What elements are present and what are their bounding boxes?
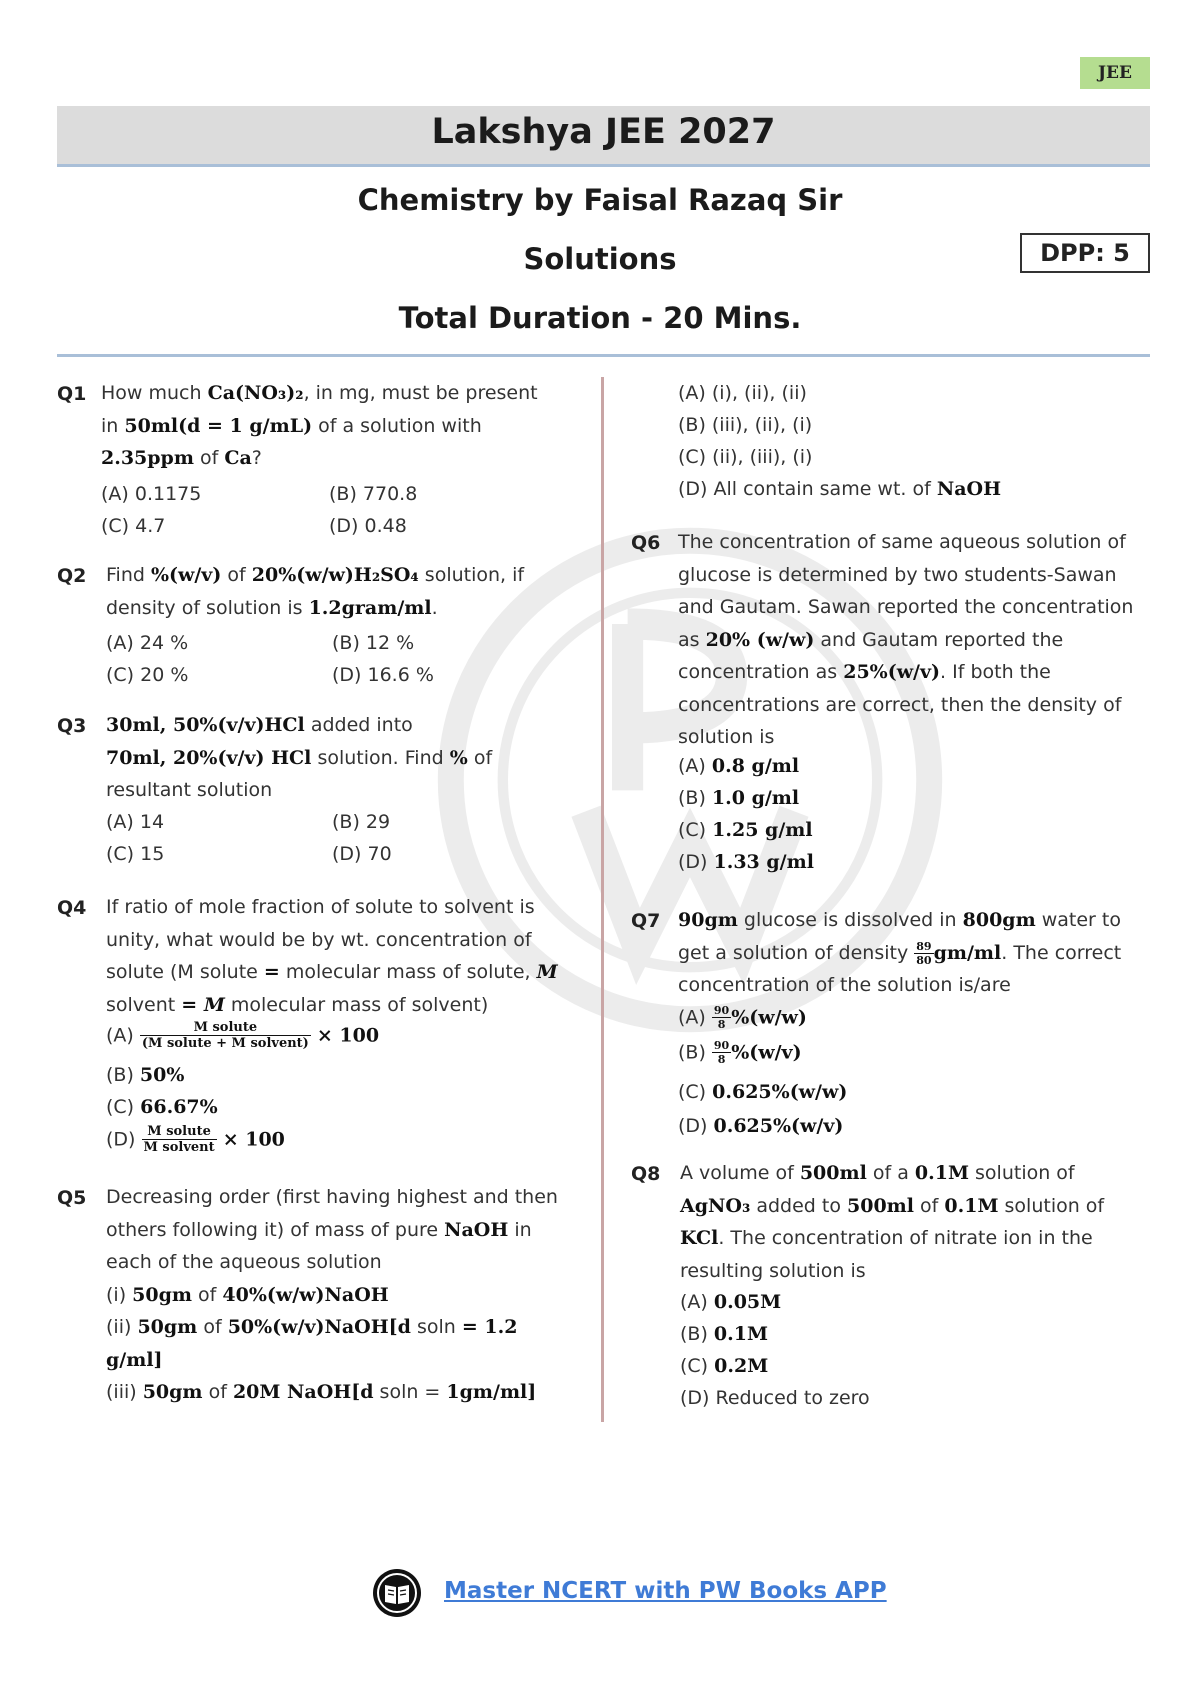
text: resultant solution	[106, 779, 273, 801]
option-label: (C)	[106, 1096, 141, 1118]
option-d[interactable]	[678, 478, 1001, 500]
denominator: M solvent	[143, 1140, 215, 1155]
math: 0.1M	[914, 1162, 969, 1184]
math: × 100	[222, 1128, 285, 1151]
math: 25%(w/v)	[843, 661, 941, 683]
option-c[interactable]: (C) 15	[106, 843, 165, 865]
question-number: Q2	[57, 565, 87, 587]
text: resulting solution is	[680, 1259, 866, 1282]
math: AgNO₃	[680, 1194, 751, 1217]
math: 50%	[139, 1064, 185, 1086]
text: each of the aqueous solution	[106, 1251, 382, 1273]
text: of	[193, 447, 225, 469]
math: Ca(NO₃)₂	[207, 382, 304, 404]
math: %(w/v)	[731, 1041, 802, 1064]
text: density of solution is	[106, 596, 309, 619]
text: ?	[251, 447, 262, 469]
option-d[interactable]: (D) 16.6 %	[332, 664, 434, 686]
math: 50gm	[142, 1381, 203, 1403]
option-b[interactable]	[678, 1040, 802, 1065]
option-c[interactable]	[678, 819, 813, 841]
math: 20%(w/w)H₂SO₄	[251, 564, 419, 586]
question-text	[106, 891, 558, 1021]
option-b[interactable]	[678, 787, 799, 809]
text: solute (M solute	[106, 961, 264, 983]
option-b[interactable]	[106, 1064, 184, 1086]
denominator: 8	[717, 1053, 726, 1066]
option-d[interactable]	[678, 851, 814, 873]
math: NaOH	[936, 478, 1002, 500]
option-b[interactable]: (B) 12 %	[332, 632, 415, 654]
text: (i)	[106, 1283, 133, 1306]
text: How much	[101, 382, 208, 404]
option-d[interactable]: (D) Reduced to zero	[680, 1387, 870, 1409]
option-a[interactable]	[680, 1291, 781, 1313]
option-c[interactable]: (C) 4.7	[101, 515, 166, 537]
math: M	[536, 961, 558, 983]
text: get a solution of density	[678, 941, 915, 964]
math: NaOH	[444, 1218, 509, 1241]
question-number: Q3	[57, 715, 87, 737]
math: 0.2M	[714, 1355, 769, 1377]
math: 0.625%(w/w)	[712, 1081, 848, 1103]
pw-books-app-link[interactable]: Master NCERT with PW Books APP	[444, 1578, 887, 1604]
numerator: 89	[916, 939, 932, 953]
fraction	[712, 1040, 731, 1065]
text: solution. Find	[311, 746, 450, 769]
numerator: 90	[713, 1004, 730, 1017]
option-d[interactable]	[106, 1125, 285, 1154]
text: molecular mass of solute,	[279, 961, 537, 983]
topic-title: Solutions	[523, 242, 677, 276]
numerator: M solute	[142, 1125, 217, 1140]
option-a[interactable]: (A) (i), (ii), (ii)	[678, 382, 807, 404]
text: solution of	[998, 1194, 1105, 1217]
text: solution is	[678, 726, 775, 748]
text: added to	[750, 1194, 847, 1217]
math: × 100	[316, 1024, 380, 1047]
option-c[interactable]	[680, 1355, 768, 1377]
math: 50gm	[137, 1316, 198, 1338]
question-number: Q5	[57, 1187, 87, 1209]
option-label: (C)	[678, 1081, 713, 1103]
math: 500ml	[799, 1162, 867, 1184]
text: of a solution with	[312, 414, 482, 437]
math: 90gm	[678, 909, 738, 931]
numerator: M solute	[140, 1021, 311, 1036]
math: 70ml, 20%(v/v) HCl	[106, 746, 312, 769]
math: 0.1M	[944, 1194, 999, 1217]
text: (D) All contain same wt. of	[678, 478, 937, 500]
option-a[interactable]	[678, 1005, 807, 1030]
option-c[interactable]	[106, 1096, 218, 1118]
header-rule	[57, 354, 1150, 357]
text: (ii)	[106, 1316, 138, 1338]
option-label: (B)	[678, 787, 712, 809]
math: 1.0 g/ml	[711, 787, 800, 809]
text: .	[431, 596, 438, 619]
option-label: (A)	[106, 1024, 140, 1047]
math: %	[449, 746, 468, 769]
question-number: Q7	[631, 910, 661, 932]
denominator: 8	[717, 1018, 726, 1031]
text: of	[467, 746, 493, 769]
math: %(w/w)	[731, 1006, 807, 1029]
exam-tag: JEE	[1080, 57, 1150, 89]
math: 0.1M	[713, 1323, 768, 1345]
denominator: (M solute + M solvent)	[141, 1036, 309, 1051]
math: 20% (w/w)	[705, 628, 815, 651]
text: of	[192, 1283, 223, 1306]
question-text	[101, 377, 538, 475]
math: 0.625%(w/v)	[713, 1115, 844, 1137]
option-label: (A)	[678, 755, 712, 777]
option-b[interactable]	[680, 1323, 768, 1345]
option-label: (D)	[678, 1115, 714, 1137]
fraction	[712, 1005, 731, 1030]
text: of a	[866, 1162, 915, 1184]
option-b[interactable]: (B) 29	[332, 811, 391, 833]
math: 30ml, 50%(v/v)HCl	[106, 714, 305, 736]
text: glucose is determined by two students-Sawan	[678, 563, 1117, 586]
text: others following it) of mass of pure	[106, 1218, 445, 1241]
text: in	[508, 1218, 532, 1241]
math: = 1.2	[461, 1316, 518, 1338]
option-a[interactable]: (A) 0.1175	[101, 483, 202, 505]
math: 1.25 g/ml	[712, 819, 813, 841]
option-label: (A)	[678, 1006, 712, 1029]
math: 50ml(d = 1 g/mL)	[124, 414, 313, 437]
text: , in mg, must be present	[303, 382, 538, 404]
text: of	[197, 1316, 228, 1338]
text: (iii)	[106, 1381, 143, 1403]
math: g/ml]	[106, 1348, 163, 1371]
text: solvent	[106, 993, 182, 1016]
math: 20M NaOH[d	[232, 1381, 374, 1403]
text: concentration of the solution is/are	[678, 974, 1011, 996]
math: 2.35ppm	[101, 447, 194, 469]
text: glucose is dissolved in	[737, 909, 963, 931]
fraction	[140, 1021, 311, 1050]
text: concentrations are correct, then the density of	[678, 693, 1122, 716]
text: water to	[1035, 909, 1121, 931]
math: 50gm	[132, 1283, 192, 1306]
text: soln	[410, 1316, 462, 1338]
text: and Gautam. Sawan reported the concentration	[678, 596, 1134, 618]
subtitle: Chemistry by Faisal Razaq Sir	[357, 183, 843, 217]
option-label: (B)	[678, 1041, 712, 1064]
option-a[interactable]	[678, 755, 799, 777]
option-label: (C)	[678, 819, 713, 841]
text: added into	[304, 714, 413, 736]
text: The concentration of same aqueous solution of	[678, 531, 1126, 553]
math: 50%(w/v)NaOH[d	[227, 1316, 411, 1338]
title-bar	[57, 106, 1150, 167]
option-c[interactable]	[678, 1081, 847, 1103]
math: =	[263, 961, 280, 983]
math: 500ml	[847, 1194, 914, 1217]
option-c[interactable]: (C) (ii), (iii), (i)	[678, 446, 813, 468]
question-text	[106, 1181, 558, 1409]
question-text	[680, 1157, 1104, 1287]
text: solution, if	[418, 564, 525, 586]
text: Find	[106, 564, 151, 586]
math: M	[197, 993, 225, 1016]
option-b[interactable]: (B) 770.8	[329, 483, 418, 505]
option-c[interactable]: (C) 20 %	[106, 664, 189, 686]
math: 0.05M	[713, 1291, 782, 1313]
math: 66.67%	[140, 1096, 218, 1118]
numerator: 90	[713, 1039, 730, 1052]
text: of	[913, 1194, 945, 1217]
question-number: Q6	[631, 532, 661, 554]
option-label: (D)	[678, 851, 714, 873]
option-label: (C)	[680, 1355, 715, 1377]
math: 1gm/ml]	[446, 1381, 537, 1403]
math: 0.8 g/ml	[711, 755, 800, 777]
math: %(w/v)	[150, 564, 222, 586]
text: of	[202, 1381, 233, 1403]
text: soln =	[373, 1381, 447, 1403]
denominator: 80	[916, 953, 932, 967]
question-text	[678, 904, 1121, 1002]
math: 800gm	[962, 909, 1036, 931]
question-number: Q1	[57, 383, 87, 405]
text: in	[101, 414, 125, 437]
option-label: (D)	[106, 1128, 142, 1151]
fraction	[142, 1125, 217, 1154]
dpp-badge: DPP: 5	[1020, 233, 1150, 273]
footer	[372, 1568, 887, 1620]
math: 40%(w/w)NaOH	[222, 1283, 389, 1306]
math: 1.2gram/ml	[308, 596, 432, 619]
math: gm/ml	[933, 941, 1002, 964]
option-d[interactable]	[678, 1115, 843, 1137]
text: . If both the	[940, 661, 1051, 683]
column-divider	[601, 377, 604, 1422]
option-label: (B)	[680, 1323, 714, 1345]
question-text	[106, 559, 524, 624]
option-label: (A)	[680, 1291, 714, 1313]
text: A volume of	[680, 1162, 800, 1184]
fraction	[914, 941, 933, 966]
option-a[interactable]	[106, 1021, 379, 1050]
text: . The correct	[1001, 941, 1122, 964]
text: If ratio of mole fraction of solute to solvent is	[106, 896, 535, 918]
option-a[interactable]: (A) 24 %	[106, 632, 189, 654]
text: unity, what would be by wt. concentration of	[106, 928, 532, 951]
question-number: Q8	[631, 1163, 661, 1185]
math: Ca	[224, 447, 252, 469]
text: as	[678, 628, 706, 651]
book-logo-icon	[372, 1568, 422, 1618]
page-title: Lakshya JEE 2027	[431, 112, 776, 152]
text: of	[221, 564, 252, 586]
math: 1.33 g/ml	[713, 851, 814, 873]
option-b[interactable]: (B) (iii), (ii), (i)	[678, 414, 813, 436]
option-a[interactable]: (A) 14	[106, 811, 165, 833]
text: concentration as	[678, 661, 844, 683]
math: KCl	[680, 1227, 719, 1249]
option-d[interactable]: (D) 0.48	[329, 515, 407, 537]
question-text	[678, 526, 1133, 754]
math: =	[181, 993, 198, 1016]
text: Decreasing order (first having highest and then	[106, 1186, 558, 1208]
text: . The concentration of nitrate ion in the	[718, 1227, 1093, 1249]
duration-title: Total Duration - 20 Mins.	[398, 301, 802, 335]
text: solution of	[968, 1162, 1075, 1184]
text: and Gautam reported the	[814, 628, 1064, 651]
text: molecular mass of solvent)	[224, 993, 489, 1016]
question-text	[106, 709, 492, 807]
question-number: Q4	[57, 897, 87, 919]
option-d[interactable]: (D) 70	[332, 843, 392, 865]
option-label: (B)	[106, 1064, 140, 1086]
